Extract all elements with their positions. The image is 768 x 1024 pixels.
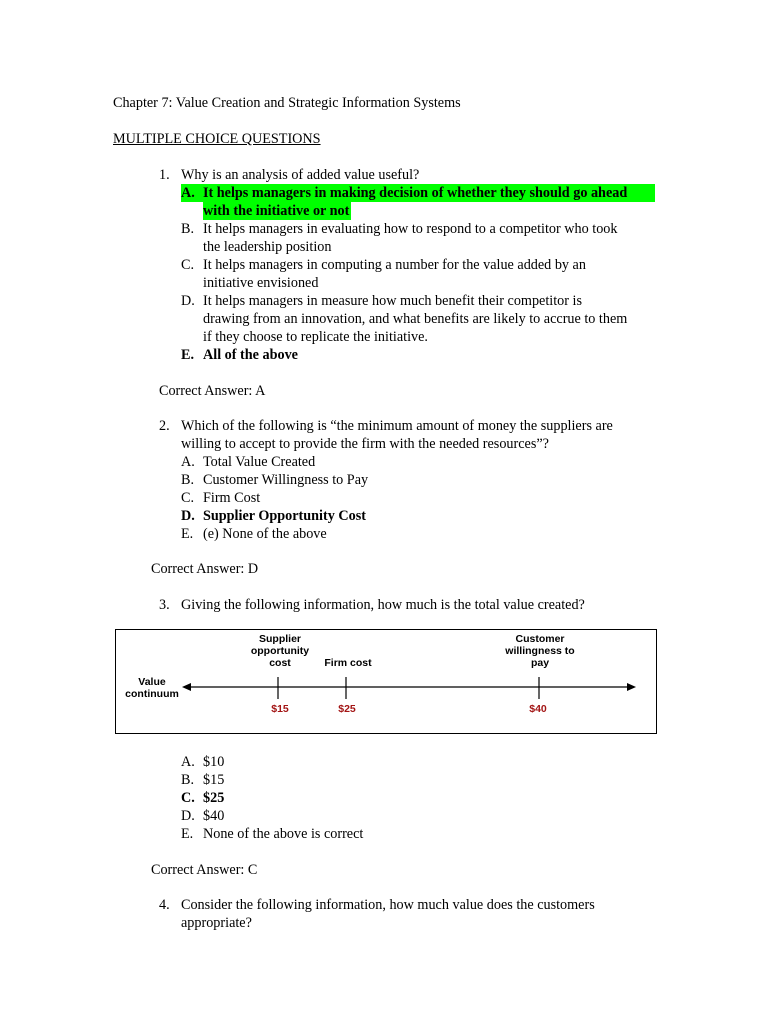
option-b-text: Customer Willingness to Pay [203,472,369,488]
question-number: 4. [159,897,170,913]
option-text: It helps managers in evaluating how to respond to a competitor who took [203,221,618,237]
option-letter: C. [181,257,195,273]
axis-right-arrow [627,683,636,691]
axis-left-arrow [182,683,191,691]
customer-value: $40 [529,703,547,715]
correct-answer: Correct Answer: A [159,383,266,399]
option-text: All of the above [203,347,298,363]
firm-value: $25 [338,703,356,715]
question-number: 3. [159,597,170,613]
question-text: Which of the following is “the minimum amount of money the suppliers are [181,418,613,434]
option-a-letter: A. [181,454,195,470]
option-c-text: Firm Cost [203,490,261,506]
option-letter: A. It helps managers in making decision of whether they should go ahead [181,184,655,202]
customer-label-line2: willingness to [505,645,575,657]
correct-answer: Correct Answer: C [151,862,258,878]
supplier-label-line1: Supplier [258,633,302,645]
correct-answer: Correct Answer: D [151,561,259,577]
question-number: 1. [159,167,170,183]
question-text-continued: appropriate? [181,915,252,931]
option-c-letter: C. [181,790,195,806]
option-text-continued: initiative envisioned [203,275,319,291]
option-letter: B. [181,221,195,237]
option-e-letter: E. [181,526,194,542]
firm-label: Firm cost [324,657,372,669]
option-d-text: Supplier Opportunity Cost [203,508,366,524]
option-d-letter: D. [181,508,195,524]
option-text-continued: with the initiative or not [203,203,350,219]
value-continuum-diagram [115,629,657,734]
supplier-label-line2: opportunity [250,645,310,657]
option-c-letter: C. [181,490,195,506]
question-text-continued: willing to accept to provide the firm with the needed resources”? [181,436,549,452]
value-continuum-axis [116,630,656,733]
option-letter: D. [181,293,195,309]
question-number: 2. [159,418,170,434]
chapter-title: Chapter 7: Value Creation and Strategic Information Systems [113,95,461,111]
customer-label-line3: pay [530,657,550,669]
option-b-text: $15 [203,772,225,788]
axis-label-line1: Value [138,676,166,688]
option-a-letter: A. [181,754,195,770]
option-d-text: $40 [203,808,225,824]
supplier-value: $15 [271,703,289,715]
option-text-continued: drawing from an innovation, and what benefits are likely to accrue to them [203,311,628,327]
option-d-letter: D. [181,808,195,824]
axis-label-line2: continuum [125,688,179,700]
option-e-text: None of the above is correct [203,826,364,842]
option-text: It helps managers in measure how much benefit their competitor is [203,293,583,309]
question-text: Giving the following information, how much is the total value created? [181,597,585,613]
option-b-letter: B. [181,772,195,788]
question-text: Why is an analysis of added value useful? [181,167,420,183]
option-e-letter: E. [181,826,194,842]
option-text: It helps managers in computing a number for the value added by an [203,257,586,273]
option-a-text: Total Value Created [203,454,316,470]
customer-label-line1: Customer [515,633,565,645]
option-b-letter: B. [181,472,195,488]
question-text: Consider the following information, how much value does the customers [181,897,595,913]
option-c-text: $25 [203,790,225,806]
option-text-continued: the leadership position [203,239,332,255]
option-e-text: (e) None of the above [203,526,327,542]
section-heading: MULTIPLE CHOICE QUESTIONS [113,131,321,147]
option-a-text: $10 [203,754,225,770]
option-letter: E. [181,347,195,363]
option-text-continued: if they choose to replicate the initiative. [203,329,428,345]
supplier-label-line3: cost [269,657,291,669]
